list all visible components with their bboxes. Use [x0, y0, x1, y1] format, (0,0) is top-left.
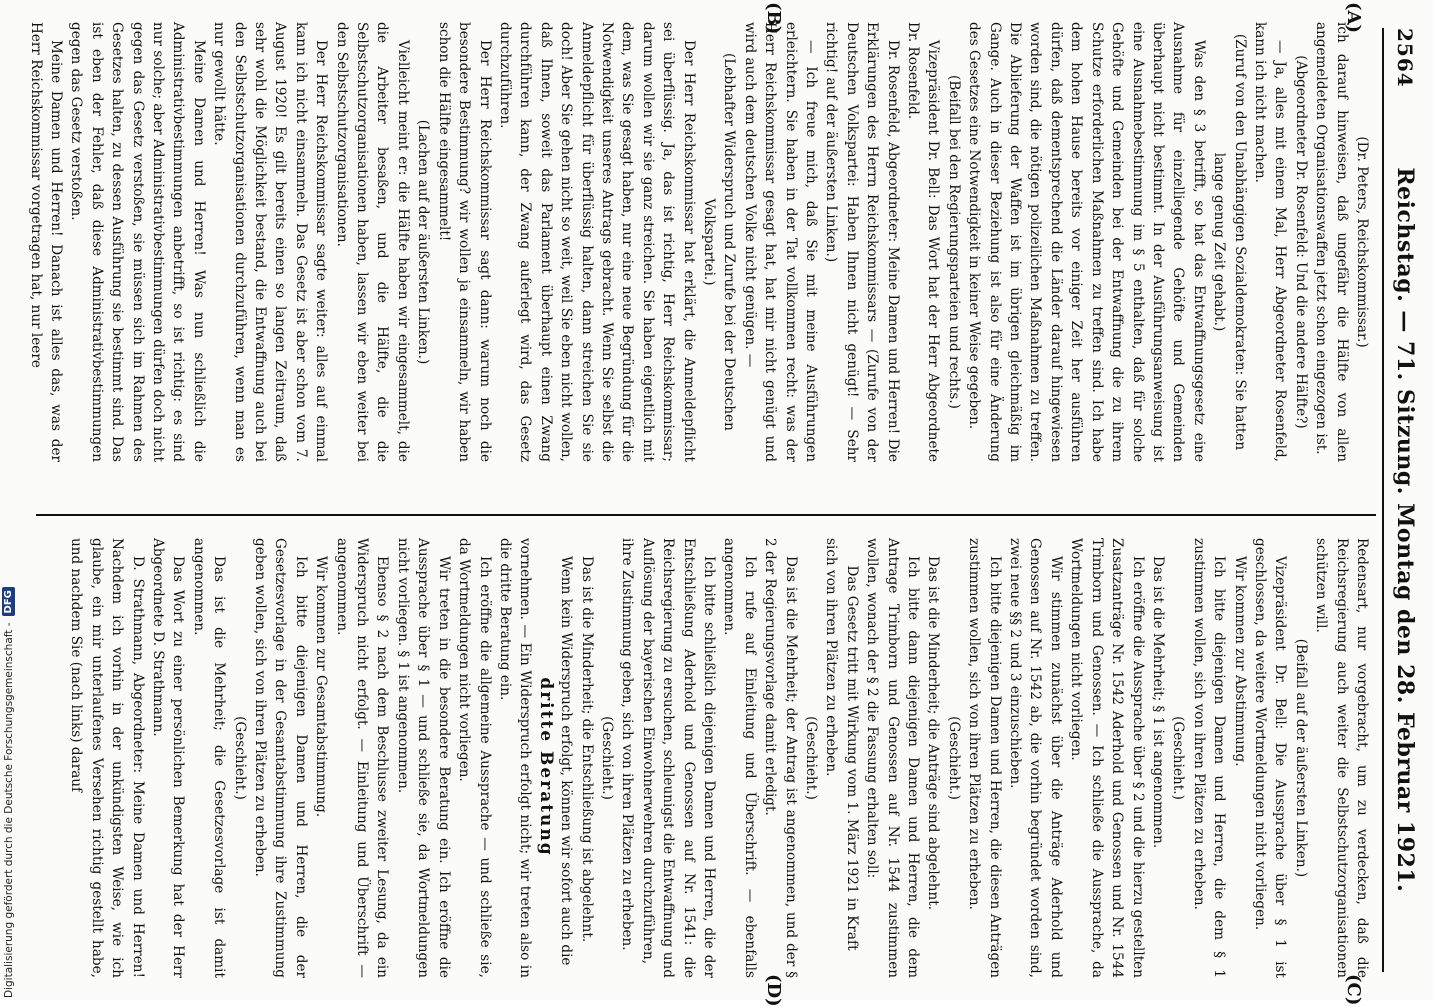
column-divider	[36, 514, 1376, 516]
page-header	[1382, 28, 1418, 972]
paragraph: — Ja, alles mit einem Mal, Herr Abgeordneter Rosenfeld, kann ich nicht machen.	[1251, 22, 1289, 462]
paragraph: Das Wort zu einer persönlichen Bemerkung hat der Herr Abgeordnete D. Strathmann.	[150, 538, 187, 978]
paragraph: Ich eröffne die allgemeine Aussprache — und schließe sie, da Wortmeldungen nicht vorliegen.	[456, 538, 493, 978]
paragraph: Ich bitte diejenigen Damen und Herren, die dem § 1 zustimmen wollen, sich von ihren Plätzen zu erheben.	[1190, 538, 1228, 978]
digitization-credit	[2, 587, 15, 998]
interjection: (Geschieht.)	[231, 716, 248, 800]
interjection: (Geschieht.)	[945, 716, 962, 800]
paragraph: Das ist die Minderheit; die Entschließung ist abgelehnt.	[578, 556, 595, 943]
paragraph: Der Herr Reichskommissar hat erklärt, die Anmeldepflicht sei überflüssig. Ja, das ist richtig, Herr Reichskommissar; darum wollen wir sie ganz streichen. Sie haben eigentlich mit dem, was Sie gesagt haben, nur eine neue Begründung für die Notwendigkeit unseres Antrags gebracht. Wenn Sie selbst die Anmeldepflicht für überflüssig halten, dann streichen Sie sie doch! Aber Sie gehen nicht so weit, weil Sie eben nicht wollen, daß Ihnen, soweit das Parlament überhaupt einen Zwang durchführen kann, der Zwang auferlegt wird, das Gesetz durchzuführen.	[496, 22, 697, 462]
section-heading: dritte Beratung	[535, 677, 556, 857]
dfg-logo: DFG	[2, 587, 15, 616]
paragraph: Meine Damen und Herren! Danach ist alles das, was der Herr Reichskommissar vorgetragen hat, nur leere	[27, 22, 64, 462]
interjection: (Geschieht.)	[803, 716, 820, 800]
paragraph: Das ist die Mehrheit; § 1 ist angenommen.	[1149, 556, 1166, 849]
margin-mark-a: (A)	[1343, 2, 1364, 33]
paragraph: Das ist die Minderheit; die Anträge sind abgelehnt.	[925, 556, 942, 911]
interjection: (Geschieht.)	[1170, 716, 1187, 800]
margin-mark-d: (D)	[763, 974, 784, 1007]
paragraph: Wir kommen zur Abstimmung.	[1231, 556, 1248, 767]
credit-text: Digitalisierung gefördert durch die Deutsche Forschungsgemeinschaft -	[2, 622, 15, 998]
interjection: (Beifall auf der äußersten Linken.)	[1292, 638, 1309, 878]
left-column	[27, 22, 1372, 462]
paragraph: Redensart, nur vorgebracht, um zu verdecken, daß die Reichsregierung auch weiter die Selbstschutzorganisationen schützen will.	[1313, 538, 1370, 978]
interjection: (Lachen auf der äußersten Linken.)	[415, 119, 432, 365]
paragraph: Wenn kein Widerspruch erfolgt, können wir sofort auch die	[558, 556, 575, 966]
paragraph: D. Strathmann, Abgeordneter: Meine Damen und Herren! Nachdem ich vorhin in der unkündigsten Weise, wie ich glaube, ein mir unterlaufenes Versehen richtig gestellt habe, und nachdem Sie (nach links) darauf	[68, 538, 146, 978]
paragraph: Ich bitte diejenigen Damen und Herren, die diesen Anträgen zustimmen wollen, sich von ihren Plätzen zu erheben.	[966, 538, 1003, 978]
right-column	[36, 538, 1372, 978]
paragraph: Ich bitte diejenigen Damen und Herren, die der Gesetzesvorlage in der Gesamtabstimmung ihre Zustimmung geben wollen, sich von ihren Plätzen zu erheben.	[252, 538, 309, 978]
page-number: 2564	[1393, 28, 1417, 88]
paragraph: Ich eröffne die Aussprache über § 2 und die hierzu gestellten Zusatzanträge Nr. 1542 Aderhold und Genossen und Nr. 1544 Trimborn und Genossen. — Ich schließe die Aussprache, da Wortmeldungen nicht vorliegen.	[1068, 538, 1146, 978]
paragraph: vornehmen. — Ein Widerspruch erfolgt nicht; wir treten also in die dritte Beratung ein.	[496, 538, 534, 978]
paragraph: ich darauf hinweisen, daß ungefähr die Hälfte von allen angemeldeten Organisationswaffen jetzt schon eingezogen ist.	[1313, 22, 1350, 462]
speaker-attribution: (Dr. Peters, Reichskommissar.)	[1354, 136, 1370, 348]
paragraph: sich von ihren Plätzen zu erheben.	[823, 538, 840, 777]
margin-mark-c: (C)	[1343, 974, 1364, 1006]
paragraph: Ich bitte dann diejenigen Damen und Herren, die dem Antrage Trimborn und Genossen auf Nr. 1544 zustimmen wollen, wonach der § 2 die Fassung erhalten soll:	[864, 538, 922, 978]
paragraph: ihre Zustimmung geben, sich von ihren Plätzen zu erheben.	[619, 538, 636, 951]
paragraph: Wir treten in die besondere Beratung ein. Ich eröffne die Aussprache über § 1 — und schließe sie, da Wortmeldungen nicht vorliegen. § 1 ist angenommen.	[394, 538, 452, 978]
paragraph: Das ist die Mehrheit; die Gesetzesvorlage ist damit angenommen.	[190, 538, 228, 978]
paragraph: Der Herr Reichskommissar sagte weiter: alles auf einmal kann ich nicht einsammeln. Das Gesetz ist aber schon vom 7. August 1920! Es gilt bereits einen so langen Zeitraum, daß sehr wohl die Möglichkeit bestand, die Entwaffnung auch bei den Selbstschutzorganisationen durchzuführen, wenn man es nur gewollt hätte.	[211, 22, 330, 462]
quoted-text: Das Gesetz tritt mit Wirkung vom 1. März 1921 in Kraft	[843, 565, 860, 951]
paragraph: Dr. Rosenfeld, Abgeordneter: Meine Damen und Herren! Die Erklärungen des Herrn Reichskommissars — (Zurufe von der Deutschen Volkspartei: Haben Ihnen nicht genügt! — Sehr richtig! auf der äußersten Linken.)	[823, 22, 901, 462]
paragraph: — Ich freue mich, daß Sie mit meine Ausführungen erleichtern. Sie haben in der Tat vollkommen recht: was der Herr Reichskommissar gesagt hat, hat mir nicht genügt und wird auch dem deutschen Volke nicht genügen. —	[741, 22, 820, 462]
margin-mark-b: (B)	[763, 2, 784, 35]
paragraph: Vizepräsident Dr. Bell: Die Aussprache über § 1 ist geschlossen, da weitere Wortmeldungen nicht vorliegen.	[1251, 538, 1289, 978]
paragraph: Wir kommen zur Gesamtabstimmung.	[313, 556, 330, 818]
interjection: (Geschieht.)	[598, 716, 615, 800]
interjection: (Abgeordneter Dr. Rosenfeld: Und die andere Hälfte?)	[1292, 55, 1309, 429]
paragraph: Ebenso § 2 nach dem Beschlusse zweiter Lesung, da ein Widerspruch nicht erfolgt. — Einleitung und Überschrift — angenommen.	[333, 538, 391, 978]
interjection: (Beifall bei den Regierungsparteien und rechts.)	[945, 75, 962, 409]
paragraph: Wir stimmen zunächst über die Anträge Aderhold und Genossen auf Nr. 1542 ab, die vorhin begründet worden sind, zwei neue §§ 2 und 3 einzuschieben.	[1007, 538, 1064, 978]
paragraph: Was den § 3 betrifft, so hat das Entwaffnungsgesetz eine Ausnahme für einzelliegende Gehöfte und Gemeinden überhaupt nicht bestimmt. In der Ausführungsanweisung ist eine Ausnahmebestimmung im § 5 enthalten, daß für solche Gehöfte und Gemeinden bei der Entwaffnung die zu ihrem Schutze erforderlichen Maßnahmen zu treffen sind. Ich habe dem hohen Hause bereits vor einiger Zeit her ausführen dürfen, daß dementsprechend die Länder darauf hingewiesen worden sind, die nötigen polizeilichen Maßnahmen zu treffen. Die Ablieferung der Waffen ist im übrigen gleichmäßig im Gange. Auch in dieser Beziehung ist also für eine Änderung des Gesetzes eine Notwendigkeit in keiner Weise gegeben.	[966, 22, 1207, 462]
paragraph: Vizepräsident Dr. Bell: Das Wort hat der Herr Abgeordnete Dr. Rosenfeld.	[905, 22, 942, 462]
interjection: (Zuruf von den Unabhängigen Sozialdemokraten: Sie hatten lange genug Zeit gehabt.)	[1211, 33, 1248, 451]
paragraph: Das ist die Mehrheit; der Antrag ist angenommen, und der § 2 der Regierungsvorlage damit erledigt.	[762, 538, 799, 978]
interjection: (Lebhafter Widerspruch und Zurufe bei der Deutschen Volkspartei.)	[701, 53, 738, 431]
paragraph: Meine Damen und Herren! Was nun schließlich die Administrativbestimmungen anbetrifft, so ist richtig: es sind nur solche; aber Administrativbestimmungen dürfen doch nicht gegen das Gesetz verstoßen, sie müssen sich im Rahmen des Gesetzes halten, zu dessen Ausführung sie bestimmt sind. Das ist eben der Fehler, daß diese Administrativbestimmungen gegen das Gesetz verstoßen.	[68, 22, 207, 462]
running-title: Reichstag. — 71. Sitzung. Montag den 28. Februar 1921.	[1392, 167, 1418, 893]
paragraph: Ich rufe auf Einleitung und Überschrift. — ebenfalls angenommen.	[721, 538, 758, 978]
paragraph: Ich bitte schließlich diejenigen Damen und Herren, die der Entschließung Aderhold und Genossen auf Nr. 1541: die Reichsregierung zu ersuchen, schleunigst die Entwaffnung und Auflösung der bayerischen Einwohnerwehren durchzuführen,	[639, 538, 717, 978]
paragraph: Vielleicht meint er: die Hälfte haben wir eingesammelt, die die Arbeiter besaßen, und die Hälfte, die die Selbstschutzorganisationen haben, lassen wir eben weiter bei den Selbstschutzorganisationen.	[333, 22, 411, 462]
paragraph: Der Herr Reichskommissar sagt dann: warum noch die besondere Bestimmung? wir wollen ja einsammeln, wir haben schon die Hälfte eingesammelt!	[435, 22, 493, 462]
